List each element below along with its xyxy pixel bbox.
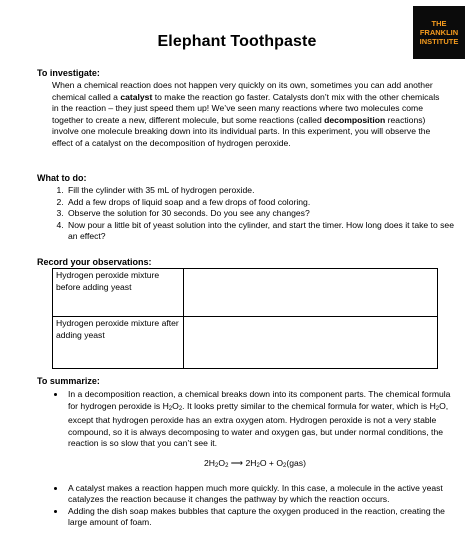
eq-text: (gas) [286, 457, 306, 468]
observation-cell-after[interactable] [184, 317, 438, 369]
investigate-text-3: reactions) involve one molecule breaking down into its individual parts. In this experiment, you will observe the effect of a catalyst on the decomposition of hydrogen peroxide. [52, 114, 431, 148]
step-item: 1. Fill the cylinder with 35 mL of hydrogen peroxide. [66, 185, 456, 197]
franklin-institute-logo [413, 6, 465, 59]
steps-list [52, 185, 456, 243]
decomposition-term: decomposition [324, 114, 386, 125]
record-heading: Record your observations: [37, 257, 152, 267]
row-label-before: Hydrogen peroxide mixture before adding yeast [53, 269, 184, 317]
eq-text: 2H [245, 457, 257, 468]
step-item: 3. Observe the solution for 30 seconds. Do you see any changes? [66, 208, 456, 220]
page-title: Elephant Toothpaste [157, 33, 317, 50]
subscript: 2 [168, 405, 173, 412]
investigate-heading: To investigate: [37, 68, 100, 78]
subscript: 2 [283, 462, 287, 469]
step-item: 4. Now pour a little bit of yeast solution into the cylinder, and start the timer. How long does it take to see an effect? [66, 220, 456, 243]
investigate-paragraph [52, 80, 444, 150]
summary-item-catalyst: • A catalyst makes a reaction happen much more quickly. In this case, a molecule in the active yeast catalyzes the reaction because it changes the pathway by which the reaction occurs. [66, 483, 460, 506]
summary-text: O [172, 400, 179, 411]
logo-line-1: THE [431, 19, 447, 28]
investigate-text-1: When a chemical reaction does not happen very quickly on its own, sometimes you can add another chemical called a [52, 80, 433, 102]
row-label-after: Hydrogen peroxide mixture after adding yeast [53, 317, 184, 369]
logo-line-3: INSTITUTE [419, 37, 459, 46]
summary-text: In a decomposition reaction, a chemical breaks down into its component parts. The chemical formula for hydrogen peroxide is H [68, 389, 451, 411]
step-item: 2. Add a few drops of liquid soap and a few drops of food coloring. [66, 197, 456, 209]
investigate-text-2: to make the reaction go faster. Catalysts don’t mix with the other chemicals in the reaction – they just speed them up! We’ve seen many reactions where two molecules come together to create a new, different molecule, but some reactions (called [52, 91, 440, 125]
subscript: 2 [215, 462, 219, 469]
summarize-heading: To summarize: [37, 376, 100, 386]
subscript: 2 [435, 405, 440, 412]
eq-text: O + O [259, 457, 284, 468]
observations-table [52, 268, 438, 369]
eq-text: 2H [204, 457, 216, 468]
summary-list [52, 389, 460, 529]
subscript: 2 [256, 462, 260, 469]
subscript: 2 [225, 462, 229, 469]
catalyst-term: catalyst [120, 91, 153, 102]
observation-cell-before[interactable] [184, 269, 438, 317]
summary-text: . It looks pretty similar to the chemical formula for water, which is H [182, 400, 436, 411]
summary-item-soap: • Adding the dish soap makes bubbles that capture the oxygen produced in the reaction, creating the large amount of foam. [66, 506, 460, 529]
table-row [53, 317, 438, 369]
table-row [53, 269, 438, 317]
summary-item-decomposition [66, 389, 460, 473]
what-to-do-heading: What to do: [37, 173, 87, 183]
logo-line-2: FRANKLIN [419, 28, 459, 37]
eq-text: O [218, 457, 226, 468]
reaction-arrow-icon: ⟶ [230, 457, 244, 468]
chemical-equation [50, 458, 460, 473]
summary-text: O, except that hydrogen peroxide has an extra oxygen atom. Hydrogen peroxide is not a very stable compound, so it is always decomposing to water and oxygen gas, but under normal conditions, the reaction is so slow that you can’t see it. [68, 400, 449, 449]
subscript: 2 [178, 405, 183, 412]
